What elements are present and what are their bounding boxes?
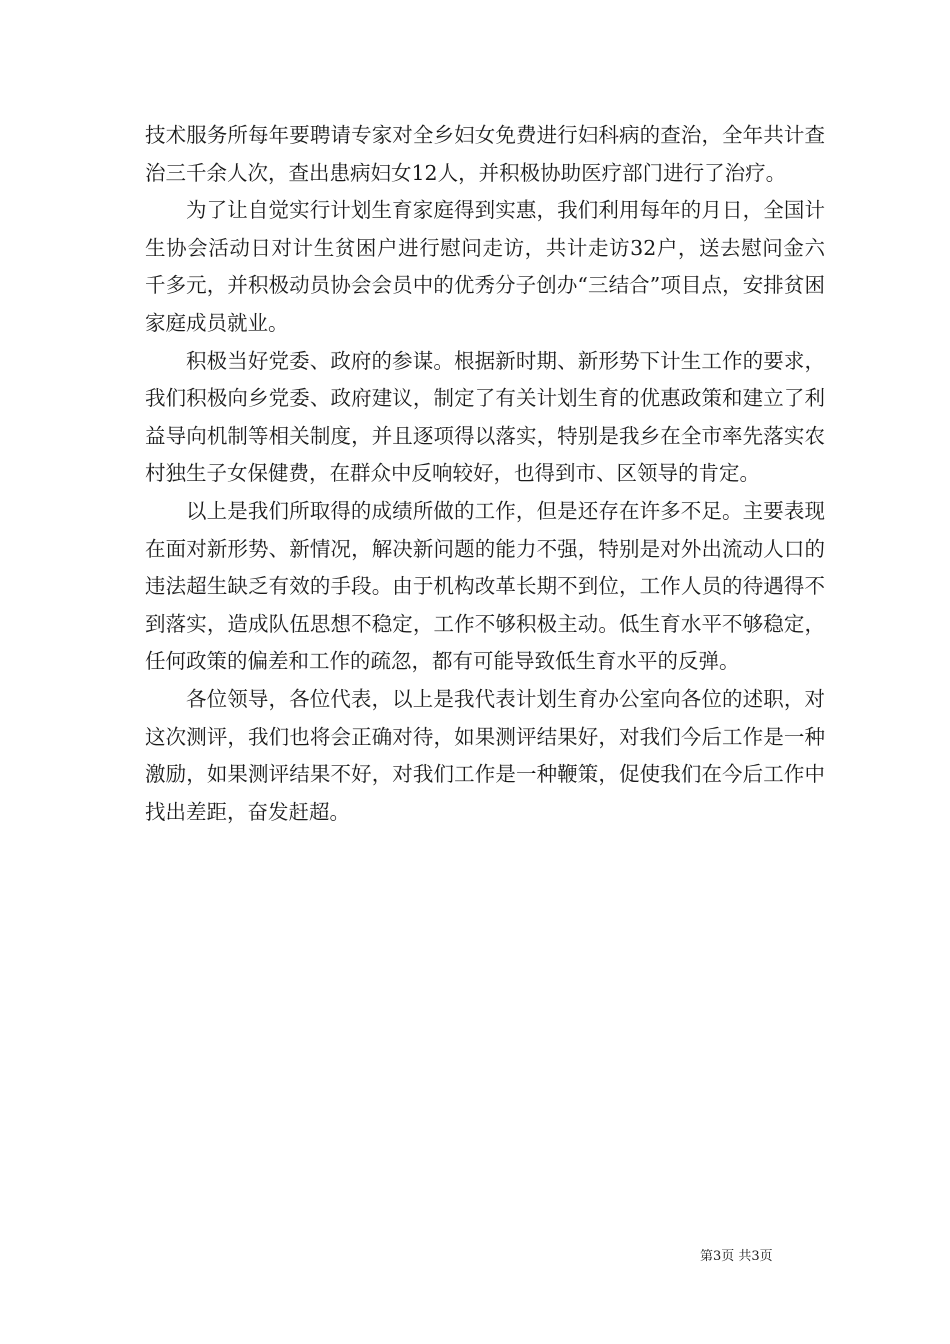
paragraph-5: 各位领导，各位代表，以上是我代表计划生育办公室向各位的述职，对这次测评，我们也将会正确对待，如果测评结果好，对我们今后工作是一种激励，如果测评结果不好，对我们工作是一种鞭策，促使我们在今后工作中找出差距，奋发赶超。 (145, 686, 825, 824)
paragraph-3: 积极当好党委、政府的参谋。根据新时期、新形势下计生工作的要求，我们积极向乡党委、政府建议，制定了有关计划生育的优惠政策和建立了利益导向机制等相关制度，并且逐项得以落实，特别是我乡在全市率先落实农村独生子女保健费，在群众中反响较好，也得到市、区领导的肯定。 (145, 348, 825, 486)
document-body (145, 117, 825, 831)
page-number-footer: 第3页 共3页 (700, 1249, 773, 1264)
paragraph-2: 为了让自觉实行计划生育家庭得到实惠，我们利用每年的月日，全国计生协会活动日对计生贫困户进行慰问走访，共计走访32户，送去慰问金六千多元，并积极动员协会会员中的优秀分子创办“三结合”项目点，安排贫困家庭成员就业。 (145, 198, 825, 335)
paragraph-4: 以上是我们所取得的成绩所做的工作，但是还存在许多不足。主要表现在面对新形势、新情况，解决新问题的能力不强，特别是对外出流动人口的违法超生缺乏有效的手段。由于机构改革长期不到位，工作人员的待遇得不到落实，造成队伍思想不稳定，工作不够积极主动。低生育水平不够稳定，任何政策的偏差和工作的疏忽，都有可能导致低生育水平的反弹。 (145, 498, 825, 674)
paragraph-1: 技术服务所每年要聘请专家对全乡妇女免费进行妇科病的查治，全年共计查治三千余人次，查出患病妇女12人，并积极协助医疗部门进行了治疗。 (145, 123, 825, 185)
